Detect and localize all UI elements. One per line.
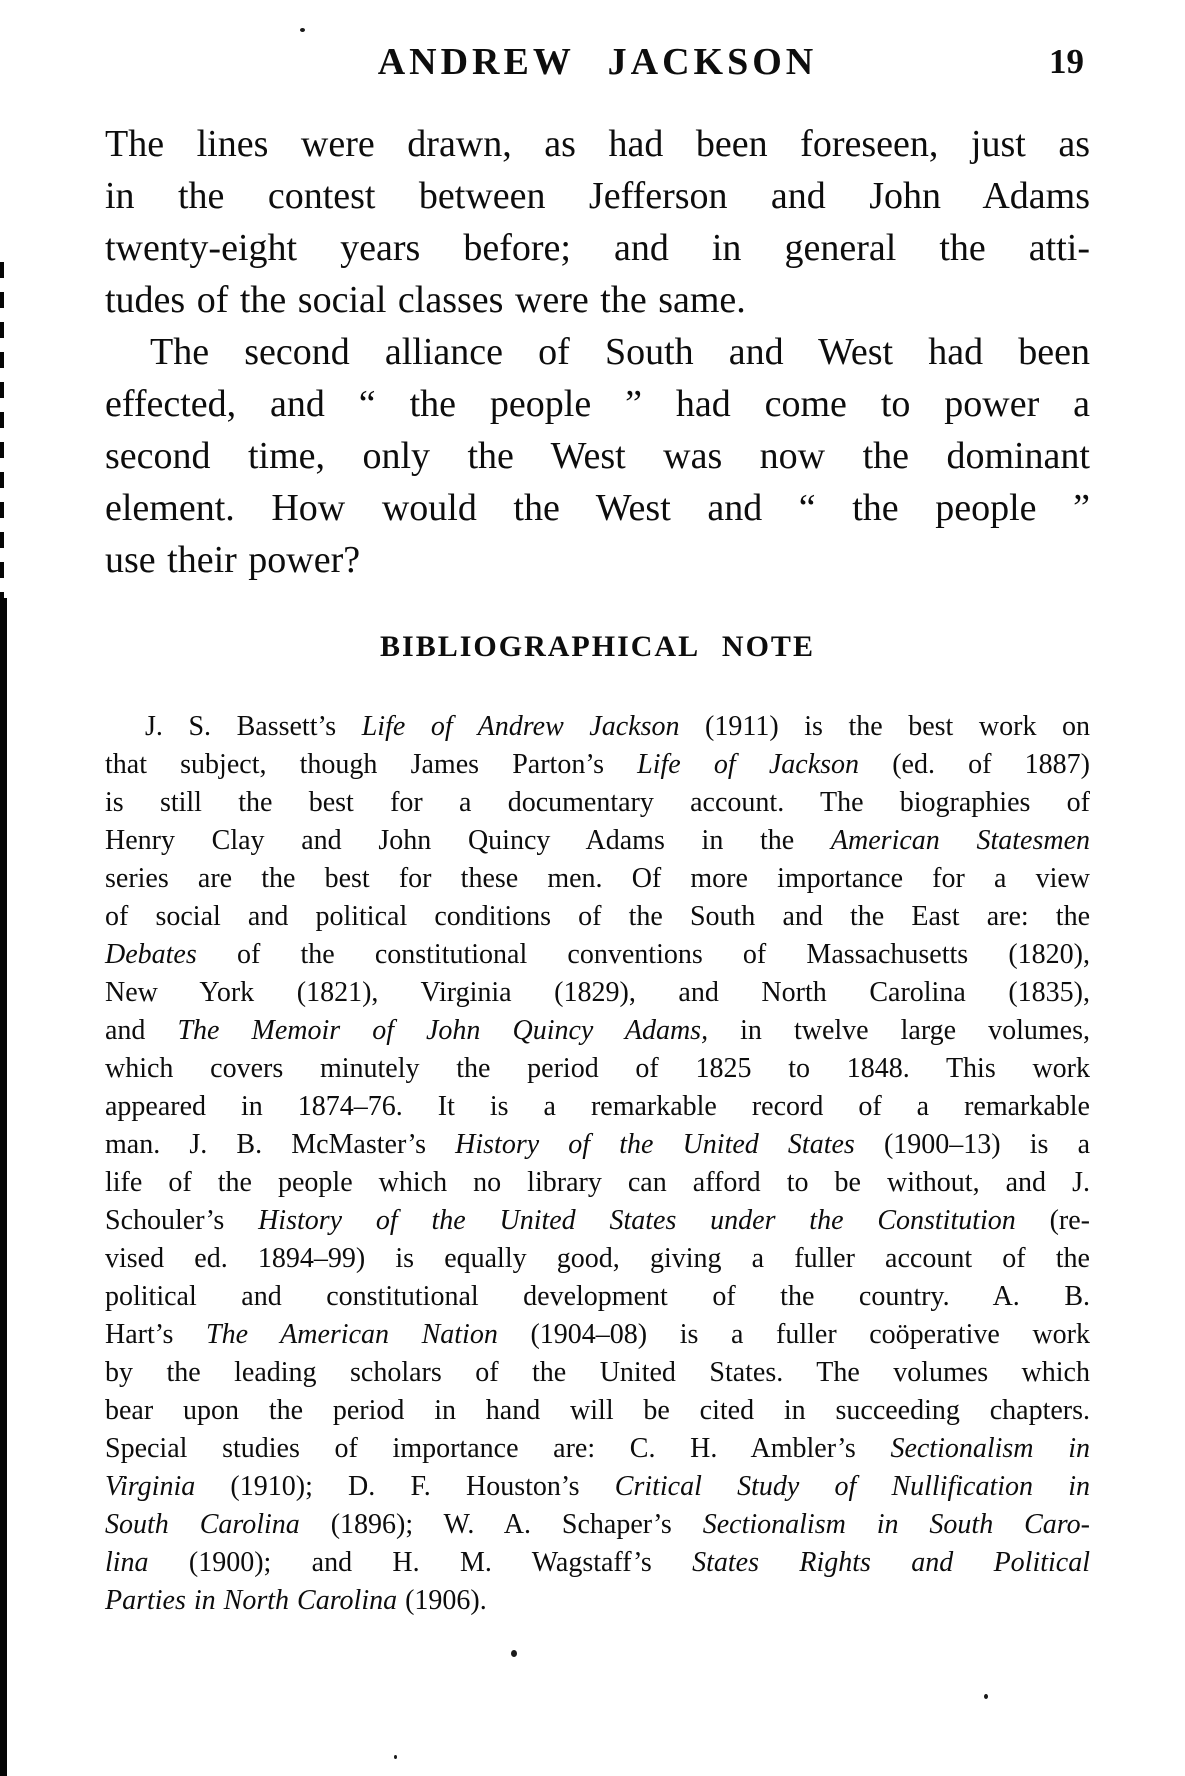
- text-line: [105, 1012, 1090, 1050]
- text-line: [105, 1430, 1090, 1468]
- text-segment: (1896); W. A. Schaper’s: [299, 1509, 703, 1540]
- text-segment: in twelve large volumes,: [708, 1015, 1090, 1046]
- text-segment: (1900); and H. M. Wagstaff’s: [148, 1547, 693, 1578]
- text-segment: that subject, though James Parton’s: [105, 749, 638, 780]
- text-segment: twenty-eight years before; and in general the atti-: [105, 227, 1090, 269]
- italic-text-segment: Sectionalism in: [890, 1433, 1090, 1464]
- text-line: [105, 118, 1090, 170]
- text-segment: and: [105, 1015, 178, 1046]
- scan-speck: [300, 28, 305, 32]
- text-line: [105, 326, 1090, 378]
- italic-text-segment: History of the United States under the Constitution: [258, 1205, 1016, 1236]
- text-segment: life of the people which no library can afford to be without, and J.: [105, 1167, 1090, 1198]
- text-line: [105, 170, 1090, 222]
- text-segment: man. J. B. McMaster’s: [105, 1129, 456, 1160]
- italic-text-segment: lina: [105, 1547, 149, 1578]
- text-line: [105, 378, 1090, 430]
- text-segment: use their power?: [105, 539, 361, 581]
- italic-text-segment: States Rights and Political: [692, 1547, 1090, 1578]
- text-line: [105, 1354, 1090, 1392]
- text-line: [105, 222, 1090, 274]
- text-segment: which covers minutely the period of 1825 to 1848. This work: [105, 1053, 1090, 1084]
- text-segment: New York (1821), Virginia (1829), and North Carolina (1835),: [105, 977, 1090, 1008]
- text-segment: political and constitutional development of the country. A. B.: [105, 1281, 1090, 1312]
- body-paragraph-2: [105, 326, 1090, 586]
- text-line: [105, 784, 1090, 822]
- section-heading: BIBLIOGRAPHICAL NOTE: [380, 630, 815, 663]
- text-segment: Hart’s: [105, 1319, 207, 1350]
- text-line: [105, 534, 1090, 586]
- text-segment: in the contest between Jefferson and John Adams: [105, 175, 1090, 217]
- text-segment: The second alliance of South and West had been: [150, 331, 1090, 373]
- text-line: [105, 482, 1090, 534]
- text-line: [105, 1050, 1090, 1088]
- text-line: [105, 430, 1090, 482]
- text-segment: (ed. of 1887): [859, 749, 1090, 780]
- scan-edge-artifact-solid: [0, 598, 7, 1776]
- text-segment: Special studies of importance are: C. H. Ambler’s: [105, 1433, 891, 1464]
- text-segment: series are the best for these men. Of more importance for a view: [105, 863, 1090, 894]
- text-line: [105, 1240, 1090, 1278]
- italic-text-segment: The American Nation: [206, 1319, 498, 1350]
- text-line: [105, 860, 1090, 898]
- text-line: [105, 1088, 1090, 1126]
- text-segment: (1910); D. F. Houston’s: [195, 1471, 615, 1502]
- text-segment: Henry Clay and John Quincy Adams in the: [105, 825, 831, 856]
- body-paragraph-1: [105, 118, 1090, 326]
- text-segment: (1906).: [397, 1585, 487, 1616]
- italic-text-segment: Life of Jackson: [637, 749, 860, 780]
- text-line: [105, 1392, 1090, 1430]
- text-segment: element. How would the West and “ the people ”: [105, 487, 1090, 529]
- text-segment: effected, and “ the people ” had come to power a: [105, 383, 1090, 425]
- italic-text-segment: Critical Study of Nullification in: [614, 1471, 1090, 1502]
- text-line: [105, 1164, 1090, 1202]
- text-line: [105, 1202, 1090, 1240]
- text-line: [105, 1278, 1090, 1316]
- text-line: [105, 974, 1090, 1012]
- text-line: [105, 1544, 1090, 1582]
- text-segment: (re-: [1015, 1205, 1091, 1236]
- running-head: [105, 40, 1090, 84]
- italic-text-segment: Sectionalism in South Caro-: [702, 1509, 1090, 1540]
- scan-speck: [984, 1694, 988, 1699]
- text-segment: of social and political conditions of the South and the East are: the: [105, 901, 1090, 932]
- text-line: [105, 1316, 1090, 1354]
- scan-speck: [511, 1650, 517, 1657]
- text-segment: The lines were drawn, as had been foreseen, just as: [105, 123, 1090, 165]
- page-number: 19: [1049, 42, 1084, 81]
- text-line: [105, 1506, 1090, 1544]
- text-segment: is still the best for a documentary account. The biographies of: [105, 787, 1090, 818]
- text-segment: bear upon the period in hand will be cited in succeeding chapters.: [105, 1395, 1090, 1426]
- italic-text-segment: History of the United States: [455, 1129, 855, 1160]
- italic-text-segment: The Memoir of John Quincy Adams,: [177, 1015, 709, 1046]
- text-segment: vised ed. 1894–99) is equally good, giving a fuller account of the: [105, 1243, 1090, 1274]
- running-head-title: ANDREW JACKSON: [377, 41, 818, 83]
- italic-text-segment: American Statesmen: [830, 825, 1091, 856]
- bibliography-paragraph: [105, 708, 1090, 1620]
- text-line: [105, 1126, 1090, 1164]
- text-segment: (1900–13) is a: [854, 1129, 1090, 1160]
- text-segment: second time, only the West was now the dominant: [105, 435, 1090, 477]
- italic-text-segment: Virginia: [105, 1471, 196, 1502]
- scan-speck: [394, 1755, 397, 1759]
- italic-text-segment: Life of Andrew Jackson: [361, 711, 680, 742]
- text-segment: tudes of the social classes were the same.: [105, 279, 746, 321]
- italic-text-segment: South Carolina: [105, 1509, 300, 1540]
- italic-text-segment: Parties in North Carolina: [105, 1585, 398, 1616]
- text-segment: J. S. Bassett’s: [145, 711, 362, 742]
- text-line: [105, 1468, 1090, 1506]
- text-segment: Schouler’s: [105, 1205, 259, 1236]
- text-line: [105, 274, 1090, 326]
- text-segment: by the leading scholars of the United States. The volumes which: [105, 1357, 1090, 1388]
- text-segment: (1904–08) is a fuller coöperative work: [497, 1319, 1090, 1350]
- text-line: [105, 936, 1090, 974]
- text-line: [105, 746, 1090, 784]
- italic-text-segment: Debates: [105, 939, 197, 970]
- text-segment: (1911) is the best work on: [679, 711, 1090, 742]
- text-line: [105, 1582, 1090, 1620]
- text-line: [105, 822, 1090, 860]
- scan-edge-artifact-dashed: [0, 262, 4, 598]
- text-line: [105, 898, 1090, 936]
- text-segment: of the constitutional conventions of Massachusetts (1820),: [196, 939, 1090, 970]
- text-line: [105, 708, 1090, 746]
- text-segment: appeared in 1874–76. It is a remarkable record of a remarkable: [105, 1091, 1090, 1122]
